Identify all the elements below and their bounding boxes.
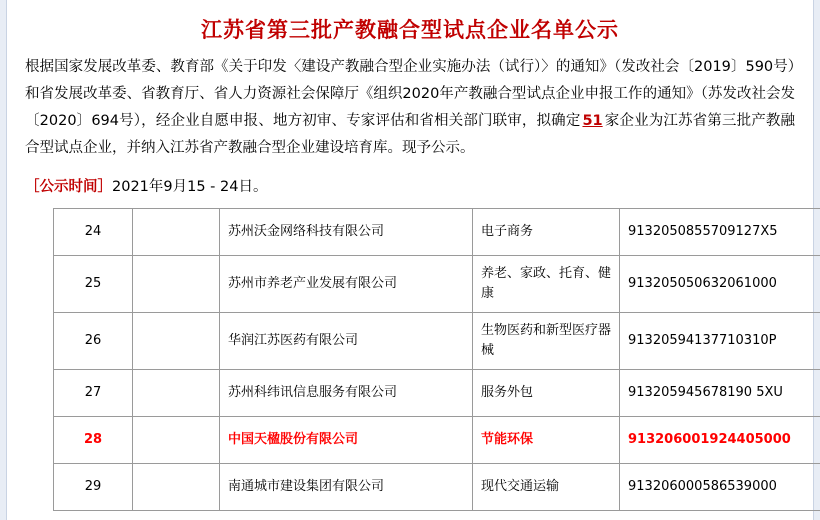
row-industry-field: 养老、家政、托育、健康 bbox=[473, 256, 620, 313]
row-index: 24 bbox=[54, 209, 133, 256]
row-index: 28 bbox=[54, 417, 133, 464]
row-credit-code: 913206001924405000 bbox=[620, 417, 820, 464]
row-credit-code: 913205945678190 5XU bbox=[620, 370, 820, 417]
table-row bbox=[54, 417, 820, 464]
enterprise-table bbox=[53, 208, 820, 511]
row-credit-code: 913206000586539000 bbox=[620, 464, 820, 511]
enterprise-count: 51 bbox=[582, 113, 603, 129]
intro-paragraph bbox=[25, 54, 795, 162]
table-row bbox=[54, 209, 820, 256]
page-title: 江苏省第三批产教融合型试点企业名单公示 bbox=[201, 18, 619, 42]
row-company-name: 华润江苏医药有限公司 bbox=[220, 313, 473, 370]
notice-period-value: 2021年9月15 - 24日。 bbox=[112, 179, 268, 195]
row-company-name: 中国天楹股份有限公司 bbox=[220, 417, 473, 464]
table-row bbox=[54, 313, 820, 370]
row-industry-field: 电子商务 bbox=[473, 209, 620, 256]
intro-paragraph-part1: 根据国家发展改革委、教育部《关于印发〈建设产教融合型企业实施办法（试行）〉的通知》（发改社会〔2019〕590号）和省发展改革委、省教育厅、省人力资源社会保障厅《组织2020年产教融合型试点企业申报工作的通知》（苏发改社会发〔2020〕694号），经企业自愿申报、地方初审、专家评估和省相关部门联审，拟确定 bbox=[25, 59, 795, 129]
row-index: 29 bbox=[54, 464, 133, 511]
row-index: 25 bbox=[54, 256, 133, 313]
notice-period bbox=[25, 174, 795, 200]
row-index: 26 bbox=[54, 313, 133, 370]
row-blank bbox=[133, 417, 220, 464]
row-company-name: 苏州科纬讯信息服务有限公司 bbox=[220, 370, 473, 417]
row-credit-code: 9132050855709127X5 bbox=[620, 209, 820, 256]
table-row bbox=[54, 464, 820, 511]
row-industry-field: 节能环保 bbox=[473, 417, 620, 464]
left-margin-rail bbox=[0, 0, 7, 520]
row-company-name: 苏州沃金网络科技有限公司 bbox=[220, 209, 473, 256]
row-industry-field: 生物医药和新型医疗器械 bbox=[473, 313, 620, 370]
row-industry-field: 服务外包 bbox=[473, 370, 620, 417]
row-company-name: 苏州市养老产业发展有限公司 bbox=[220, 256, 473, 313]
row-industry-field: 现代交通运输 bbox=[473, 464, 620, 511]
row-credit-code: 913205050632061000 bbox=[620, 256, 820, 313]
notice-period-label: ［公示时间］ bbox=[25, 179, 112, 195]
row-credit-code: 91320594137710310P bbox=[620, 313, 820, 370]
enterprise-table-body bbox=[54, 209, 820, 511]
row-blank bbox=[133, 313, 220, 370]
row-index: 27 bbox=[54, 370, 133, 417]
table-row bbox=[54, 256, 820, 313]
intro-paragraph-part2: 家企业为江苏省第三批产教融合型试点企业，并纳入江苏省产教融合型企业建设培育库。现予公示。 bbox=[25, 113, 796, 156]
row-blank bbox=[133, 256, 220, 313]
table-row bbox=[54, 370, 820, 417]
document-content bbox=[7, 0, 813, 520]
row-company-name: 南通城市建设集团有限公司 bbox=[220, 464, 473, 511]
row-blank bbox=[133, 370, 220, 417]
row-blank bbox=[133, 464, 220, 511]
row-blank bbox=[133, 209, 220, 256]
